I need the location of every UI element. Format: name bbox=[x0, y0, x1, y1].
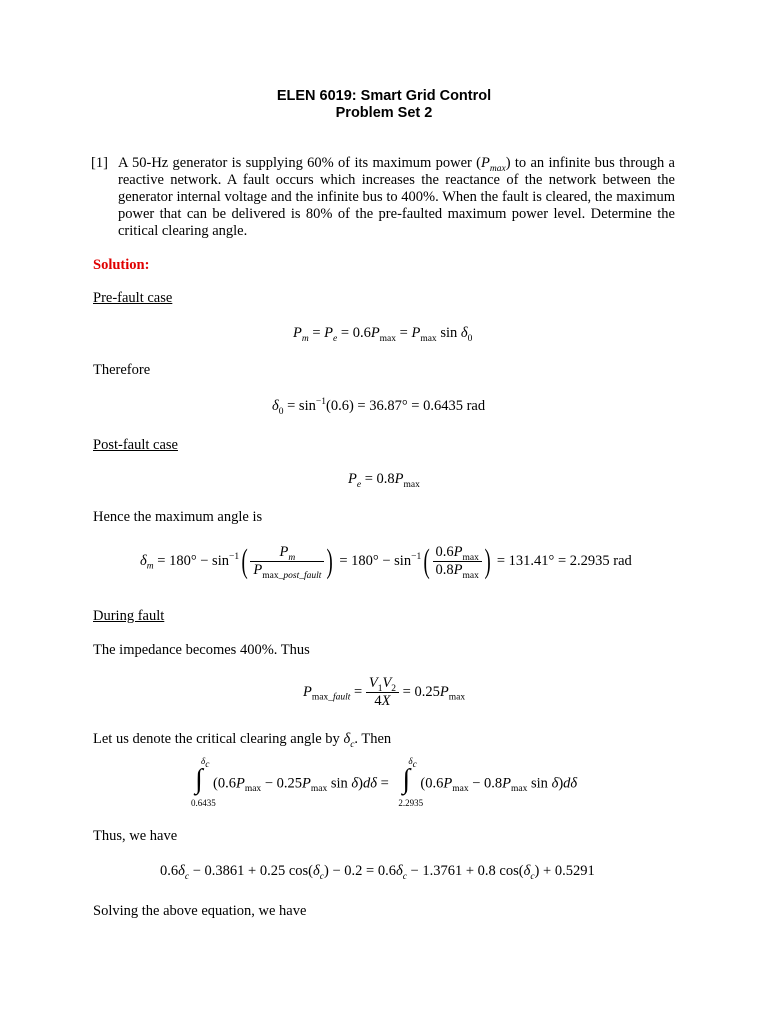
problem-text-b: ) to an infinite bus through a reactive network. A fault occurs which increases the reactance of the network between the generator internal voltage and the infinite bus to 400%. When the fault is cleared, the maximum power that can be delivered is 80% of the pre-faulted maximum power level. Determine the critical clearing angle. bbox=[118, 155, 675, 239]
text-thus: Thus, we have bbox=[93, 828, 178, 844]
section-postfault: Post-fault case bbox=[93, 437, 178, 453]
text-impedance: The impedance becomes 400%. Thus bbox=[93, 642, 310, 658]
text-denote: Let us denote the critical clearing angle by $\delta_c$. Then bbox=[93, 731, 392, 750]
problem-number: [1] bbox=[91, 155, 108, 171]
problem-set-title: Problem Set 2 bbox=[335, 105, 433, 121]
problem-statement bbox=[91, 155, 675, 240]
course-title: ELEN 6019: Smart Grid Control bbox=[276, 88, 492, 104]
equation-delta-max: $\delta_m = 180^\circ - \sin^{-1}$( $\frac{P_m}{P_{max\_post\_fault}}$ ) = $180^\circ - \sin^{-1}$( $\frac{0.6P_{max}}{0.8P_{max}}$ ) = 131.41° = 2.2935 rad bbox=[140, 542, 632, 581]
equation-expanded: $0.6\delta_c - 0.3861 + 0.25$ $\cos(\delta_c) - 0.2 = 0.6\delta_c - 1.3761 + 0.8$ $\cos(\delta_c) + 0.5291$ bbox=[160, 863, 595, 882]
section-duringfault: During fault bbox=[93, 608, 165, 624]
equation-equal-area: $\delta_c$ ∫ 0.6435 ($0.6P_{max} - 0.25P_{max}$ sin δ)dδ = $\delta_c$ ∫ 2.2935 ($0.6P_{max} - 0.8P_{max}$ sin δ)dδ bbox=[191, 756, 578, 808]
section-prefault: Pre-fault case bbox=[93, 290, 173, 306]
equation-postfault: $P_e = 0.8P_{max}$ bbox=[348, 471, 420, 490]
text-solving: Solving the above equation, we have bbox=[93, 903, 307, 919]
pmax-symbol: $P_{max}$ bbox=[481, 155, 506, 174]
solution-label: Solution: bbox=[93, 257, 150, 273]
equation-pmax-fault: $P_{max\_fault}$ = $\frac{V_1V_2}{4X}$ = $0.25P_{max}$ bbox=[303, 675, 466, 709]
problem-text-a: A 50-Hz generator is supplying 60% of its maximum power ( bbox=[118, 155, 481, 171]
equation-delta0: $\delta_0 = \sin^{-1}(0.6) = 36.87^\circ = 0.6435$ rad bbox=[272, 397, 486, 417]
text-hence: Hence the maximum angle is bbox=[93, 509, 263, 525]
text-therefore: Therefore bbox=[93, 362, 151, 378]
equation-prefault: $P_m = P_e = 0.6P_{max} = P_{max}$ $\sin \delta_0$ bbox=[293, 325, 473, 344]
